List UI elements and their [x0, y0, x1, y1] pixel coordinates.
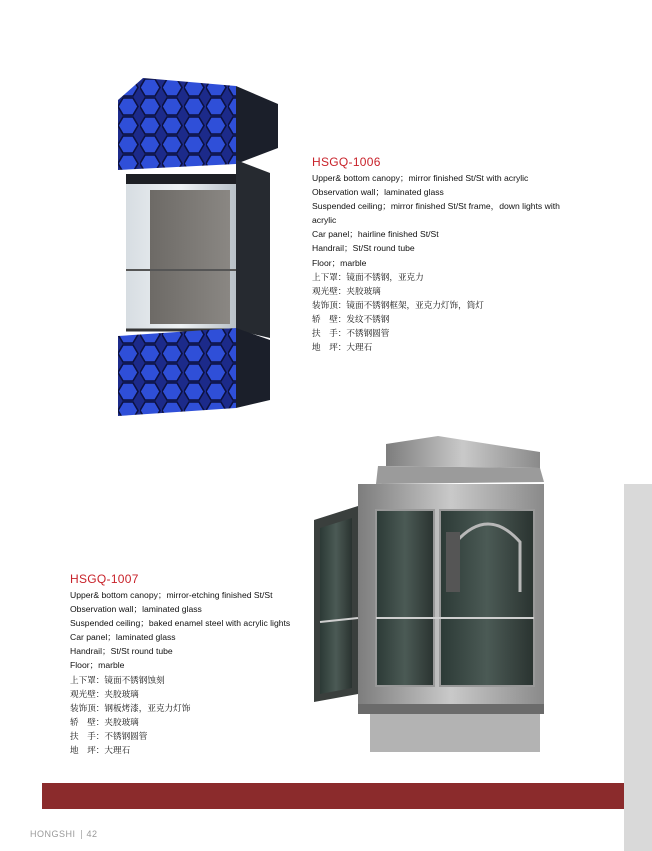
spec-line: 上下罩：镜面不锈钢，亚克力: [312, 271, 424, 282]
spec-line: Upper& bottom canopy；mirror finished St/St with acrylic: [312, 173, 529, 183]
spec-line: 观光壁：夹胶玻璃: [312, 285, 381, 296]
footer-divider: [81, 830, 82, 839]
spec-line: 轿 壁：发纹不锈钢: [312, 313, 390, 324]
elevator-hsgq-1007-image: [300, 432, 556, 762]
spec-line: Observation wall；laminated glass: [312, 187, 444, 198]
spec-line: Observation wall；laminated glass: [70, 604, 202, 615]
spec-line: Handrail；St/St round tube: [70, 646, 173, 657]
spec-line: 轿 壁：夹胶玻璃: [70, 716, 139, 727]
spec-line: 观光壁：夹胶玻璃: [70, 688, 139, 699]
brand-name: HONGSHI: [30, 829, 76, 839]
footer-bar: [42, 783, 624, 809]
spec-line: 扶 手：不锈钢圆管: [312, 328, 390, 339]
spec-line: Handrail；St/St round tube: [312, 243, 415, 254]
spec-block-hsgq-1007: [70, 571, 310, 757]
spec-line: 地 坪：大理石: [312, 342, 373, 353]
spec-line: 地 坪：大理石: [70, 745, 131, 756]
spec-line: Suspended ceiling；baked enamel steel with acrylic lights: [70, 618, 291, 629]
spec-line: 装饰顶：镜面不锈钢框架，亚克力灯饰，筒灯: [312, 299, 484, 310]
spec-line: Upper& bottom canopy；mirror-etching finished St/St: [70, 590, 273, 600]
spec-line: 装饰顶：钢板烤漆，亚克力灯饰: [70, 702, 191, 713]
model-title: HSGQ-1006: [312, 155, 381, 169]
model-title: HSGQ-1007: [70, 572, 139, 586]
page-number: 42: [86, 829, 98, 839]
spec-line: Car panel；hairline finished St/St: [312, 229, 439, 240]
page-footer: [30, 829, 98, 839]
spec-line: Car panel；laminated glass: [70, 632, 176, 643]
spec-line: Floor；marble: [70, 660, 125, 671]
spec-block-hsgq-1006: [312, 154, 582, 354]
spec-line: 扶 手：不锈钢圆管: [70, 730, 148, 741]
spec-line: Suspended ceiling；mirror finished St/St frame，down lights with acrylic: [312, 201, 560, 226]
side-decor-strip: [624, 484, 652, 851]
spec-line: 上下罩：镜面不锈钢蚀刻: [70, 674, 165, 685]
spec-line: Floor；marble: [312, 257, 367, 268]
elevator-hsgq-1006-image: [118, 78, 278, 418]
